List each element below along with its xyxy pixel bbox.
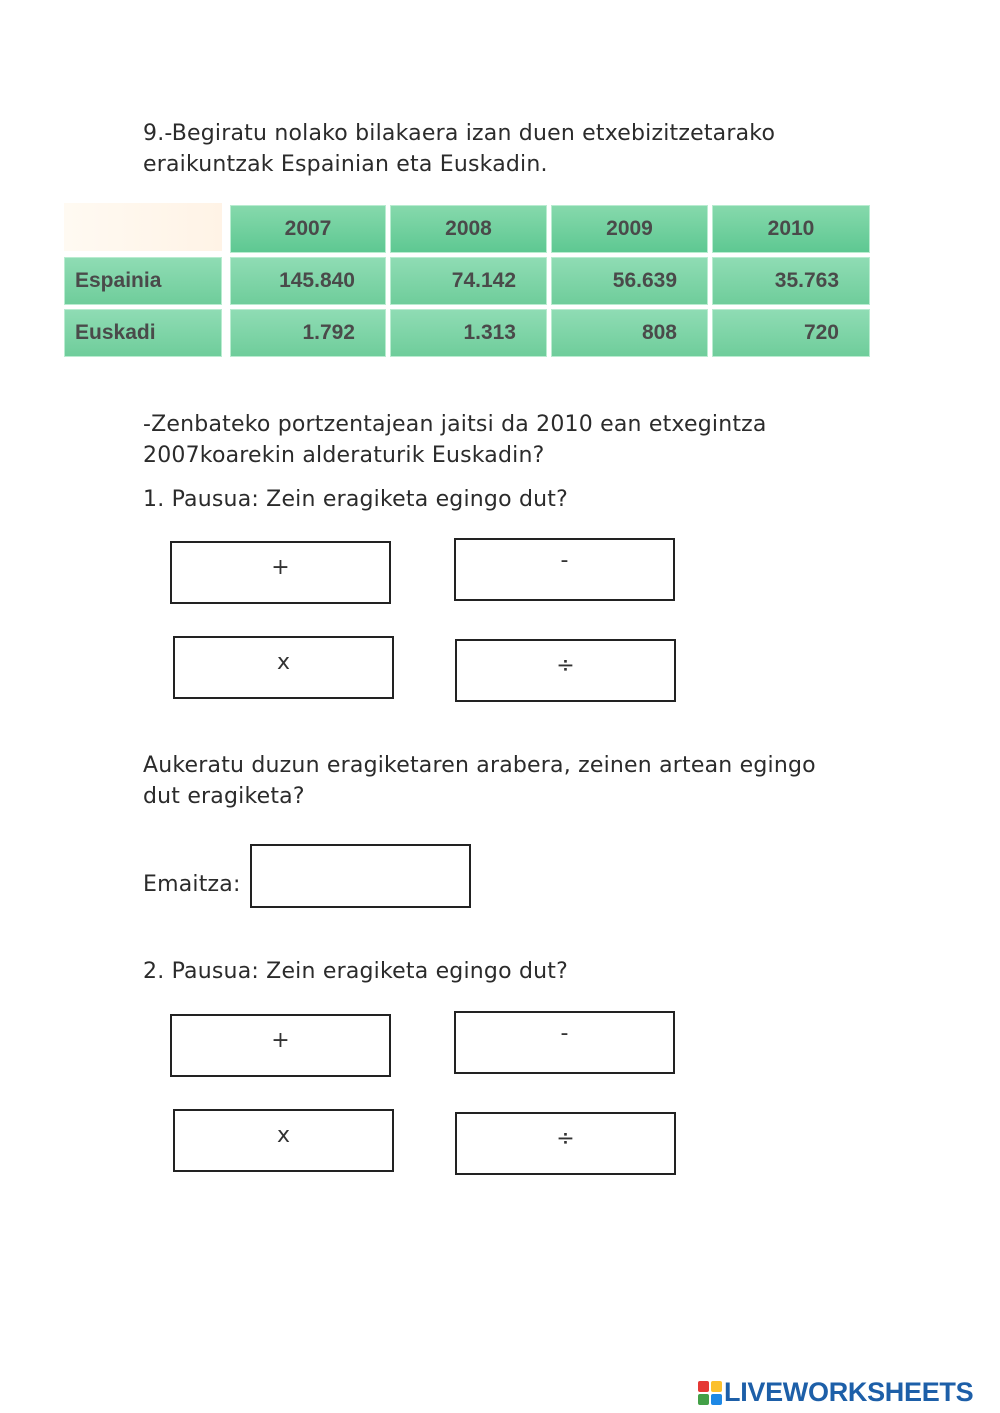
data-table (64, 203, 872, 359)
step2-label: 2. Pausua: Zein eragiketa egingo dut? (143, 959, 568, 984)
liveworksheets-logo-text: LIVEWORKSHEETS (724, 1377, 974, 1407)
between-line-1: Aukeratu duzun eragiketaren arabera, zeinen artean egingo (143, 753, 816, 778)
subquestion-line-1: -Zenbateko portzentajean jaitsi da 2010 ean etxegintza (143, 412, 767, 437)
table-corner (64, 203, 222, 251)
step2-option-times[interactable]: x (173, 1109, 394, 1172)
result-input[interactable] (250, 844, 471, 908)
year-header: 2008 (390, 205, 547, 253)
step1-option-times[interactable]: x (173, 636, 394, 699)
step1-option-plus[interactable]: + (170, 541, 391, 604)
year-header: 2009 (551, 205, 708, 253)
table-cell: 74.142 (390, 257, 547, 305)
table-cell: 808 (551, 309, 708, 357)
row-label-espainia: Espainia (64, 257, 222, 305)
table-cell: 1.792 (230, 309, 386, 357)
liveworksheets-logo (698, 1377, 973, 1408)
row-label-euskadi: Euskadi (64, 309, 222, 357)
step1-label: 1. Pausua: Zein eragiketa egingo dut? (143, 487, 568, 512)
step1-option-divide[interactable]: ÷ (455, 639, 676, 702)
table-cell: 56.639 (551, 257, 708, 305)
step2-option-divide[interactable]: ÷ (455, 1112, 676, 1175)
step1-option-minus[interactable]: - (454, 538, 675, 601)
question-line-2: eraikuntzak Espainian eta Euskadin. (143, 152, 548, 177)
step2-option-plus[interactable]: + (170, 1014, 391, 1077)
step2-option-minus[interactable]: - (454, 1011, 675, 1074)
table-cell: 145.840 (230, 257, 386, 305)
table-cell: 1.313 (390, 309, 547, 357)
subquestion-line-2: 2007koarekin alderaturik Euskadin? (143, 443, 545, 468)
result-label: Emaitza: (143, 872, 241, 897)
question-line-1: 9.-Begiratu nolako bilakaera izan duen etxebizitzetarako (143, 121, 776, 146)
liveworksheets-logo-icon (698, 1381, 722, 1405)
year-header: 2010 (712, 205, 870, 253)
between-line-2: dut eragiketa? (143, 784, 305, 809)
table-cell: 720 (712, 309, 870, 357)
table-cell: 35.763 (712, 257, 870, 305)
year-header: 2007 (230, 205, 386, 253)
